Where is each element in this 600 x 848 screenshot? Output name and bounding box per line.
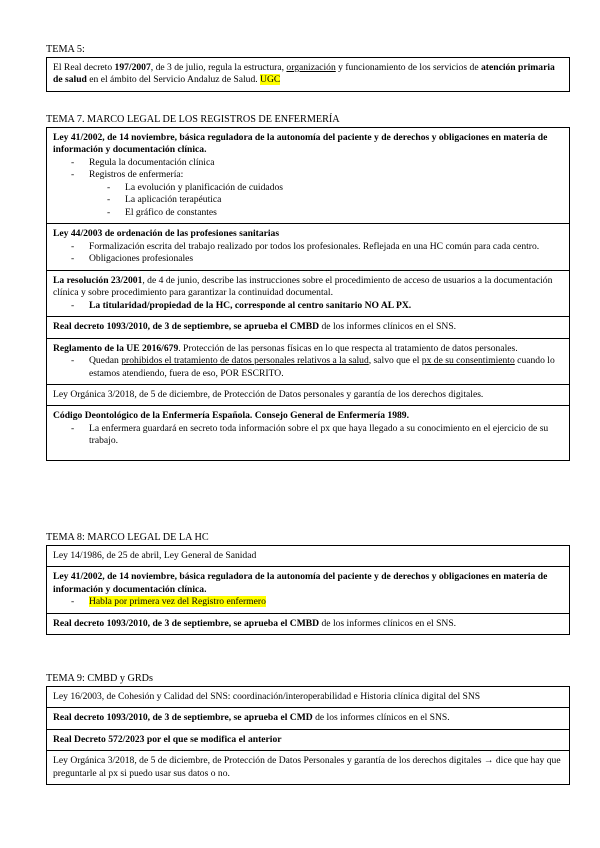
tema9-table	[46, 686, 570, 785]
tema7-row-6: Ley Orgánica 3/2018, de 5 de diciembre, de Protección de Datos personales y garantía de los derechos digitales.	[47, 384, 569, 405]
list-item: - La enfermera guardará en secreto toda información sobre el px que haya llegado a su conocimiento en el ejercicio de su trabajo.	[71, 423, 563, 448]
tema7-row-3-list	[53, 300, 563, 312]
tema7-row-1-list	[53, 157, 563, 219]
list-item: - Obligaciones profesionales	[71, 253, 563, 265]
registro-enfermero-highlight: Habla por primera vez del Registro enfermero	[89, 596, 266, 608]
ley-41-2002-heading: Ley 41/2002, de 14 noviembre, básica reguladora de la autonomía del paciente y de derechos y obligaciones en materia de información y documentación clínica.	[53, 132, 548, 156]
list-item: - La titularidad/propiedad de la HC, corresponde al centro sanitario NO AL PX.	[71, 300, 563, 312]
tema9-row-2: Real decreto 1093/2010, de 3 de septiembre, se aprueba el CMD de los informes clínicos en el SNS.	[47, 707, 569, 728]
tema8-title: TEMA 8: MARCO LEGAL DE LA HC	[46, 532, 209, 543]
tema7-row-5: Reglamento de la UE 2016/679. Protección de las personas físicas en lo que respecta al tratamiento de datos personales. - Quedan prohibidos el tratamiento de datos personales relativos a la salud, salvo que el px de su consentimiento cuando lo estamos atendiendo, fuera de eso, POR ESCRITO.	[47, 338, 569, 384]
tema5-title: TEMA 5:	[46, 44, 85, 55]
codigo-deontologico-heading: Código Deontológico de la Enfermería Española. Consejo General de Enfermería 1989.	[53, 410, 409, 422]
tema8-row-2	[47, 566, 569, 612]
list-item: - Registros de enfermería: - La evolución y planificación de cuidados - La aplicación terapéutica - El gráfico de constantes	[71, 169, 563, 219]
list-item: - Formalización escrita del trabajo realizado por todos los profesionales. Reflejada en una HC común para cada centro.	[71, 241, 563, 253]
tema7-row-4: Real decreto 1093/2010, de 3 de septiembre, se aprueba el CMBD de los informes clínicos en el SNS.	[47, 316, 569, 337]
tema7-row-3: La resolución 23/2001, de 4 de junio, describe las instrucciones sobre el procedimiento de acceso de usuarios a la documentación clínica y sobre procedimiento para garantizar la continuidad documental. - La titularidad/propiedad de la HC, corresponde al centro sanitario NO AL PX.	[47, 270, 569, 316]
tema9-row-1: Ley 16/2003, de Cohesión y Calidad del SNS: coordinación/interoperabilidad e Historia clínica digital del SNS	[53, 691, 481, 702]
ugc-highlight: UGC	[260, 74, 281, 86]
tema7-row-2	[47, 223, 569, 269]
tema5-table	[46, 57, 570, 92]
tema9-row-4: Ley Orgánica 3/2018, de 5 de diciembre, de Protección de Datos Personales y garantía de los derechos digitales → dice que hay que preguntarle al px si puedo usar sus datos o no.	[47, 750, 569, 784]
tema8-row-3: Real decreto 1093/2010, de 3 de septiembre, se aprueba el CMBD de los informes clínicos en el SNS.	[47, 613, 569, 634]
tema5-row-1-text: El Real decreto 197/2007, de 3 de julio, regula la estructura, organización y funcionamiento de los servicios de atención primaria de salud en el ámbito del Servicio Andaluz de Salud. UGC	[53, 62, 555, 86]
list-item	[71, 596, 563, 608]
list-item: - La evolución y planificación de cuidados	[107, 182, 563, 194]
tema7-row-5-list	[53, 355, 563, 380]
list-item: - La aplicación terapéutica	[107, 194, 563, 206]
list-item: - Regula la documentación clínica	[71, 157, 563, 169]
tema9-row-3: Real Decreto 572/2023 por el que se modifica el anterior	[47, 729, 569, 750]
tema8-row-1: Ley 14/1986, de 25 de abril, Ley General de Sanidad	[53, 550, 257, 561]
tema8-row-2-list	[53, 596, 563, 608]
tema7-row-7	[47, 405, 569, 459]
list-item: - Quedan prohibidos el tratamiento de datos personales relativos a la salud, salvo que el px de su consentimiento cuando lo estamos atendiendo, fuera de eso, POR ESCRITO.	[71, 355, 563, 380]
list-item: - El gráfico de constantes	[107, 207, 563, 219]
ley-44-2003-heading: Ley 44/2003 de ordenación de las profesiones sanitarias	[53, 228, 280, 240]
tema5-row-1	[47, 58, 569, 91]
tema9-title: TEMA 9: CMBD y GRDs	[46, 673, 153, 684]
tema7-title: TEMA 7. MARCO LEGAL DE LOS REGISTROS DE ENFERMERÍA	[46, 114, 340, 125]
tema7-row-7-list	[53, 423, 563, 448]
tema7-row-2-list	[53, 241, 563, 266]
tema7-table	[46, 127, 570, 461]
tema7-row-1	[47, 128, 569, 223]
registros-sublist	[89, 182, 563, 219]
tema8-table	[46, 545, 570, 635]
ley-41-2002-heading: Ley 41/2002, de 14 noviembre, básica reguladora de la autonomía del paciente y de derechos y obligaciones en materia de información y documentación clínica.	[53, 571, 548, 595]
